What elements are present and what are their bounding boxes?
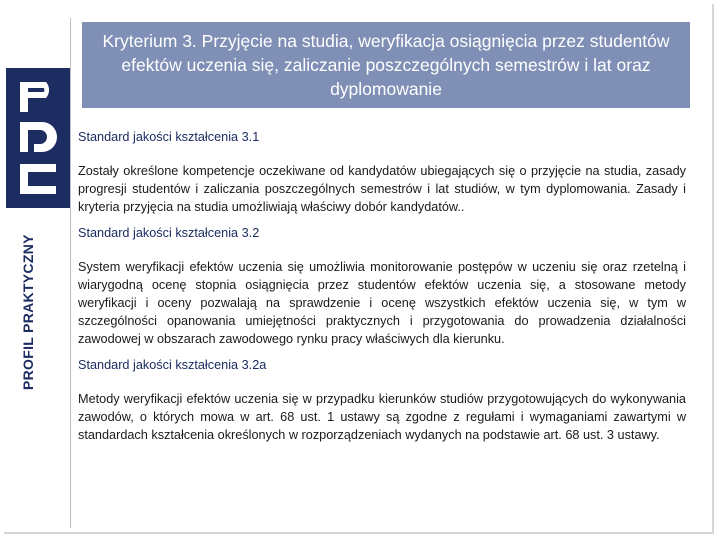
standard-heading: Standard jakości kształcenia 3.2a xyxy=(78,358,267,372)
standard-body: Zostały określone kompetencje oczekiwane od kandydatów ubiegających się o przyjęcie na studia, zasady progresji studentów i zaliczania poszczególnych semestrów i lat studiów, w tym dyplomowania. Zasady i kryteria przyjęcia na studia umożliwiają właściwy dobór kandydatów.. xyxy=(78,164,686,214)
standards-content xyxy=(78,128,686,452)
standard-heading: Standard jakości kształcenia 3.2 xyxy=(78,226,260,240)
pka-logo-icon xyxy=(6,68,70,208)
profile-side-label: PROFIL PRAKTYCZNY xyxy=(20,234,36,390)
standard-body: System weryfikacji efektów uczenia się umożliwia monitorowanie postępów w uczeniu się oraz rzetelną i wiarygodną ocenę stopnia osiągnięcia przez studentów efektów uczenia się, a stosowane metody weryfikacji i oceny pozwalają na sprawdzenie i ocenę wszystkich efektów uczenia się, w tym w szczególności opanowania umiejętności praktycznych i przygotowania do prowadzenia działalności zawodowej w obszarach zawodowego rynku pracy właściwych dla kierunku. xyxy=(78,260,686,346)
slide-title: Kryterium 3. Przyjęcie na studia, weryfikacja osiągnięcia przez studentów efektów uczenia się, zaliczanie poszczególnych semestrów i lat oraz dyplomowanie xyxy=(82,22,690,108)
standard-body: Metody weryfikacji efektów uczenia się w przypadku kierunków studiów przygotowujących do wykonywania zawodów, o których mowa w art. 68 ust. 1 ustawy są zgodne z regułami i wymaganiami zawartymi w standardach kształcenia określonych w rozporządzeniach wydanych na podstawie art. 68 ust. 3 ustawy. xyxy=(78,392,686,442)
standard-heading: Standard jakości kształcenia 3.1 xyxy=(78,130,260,144)
left-divider xyxy=(70,18,71,528)
